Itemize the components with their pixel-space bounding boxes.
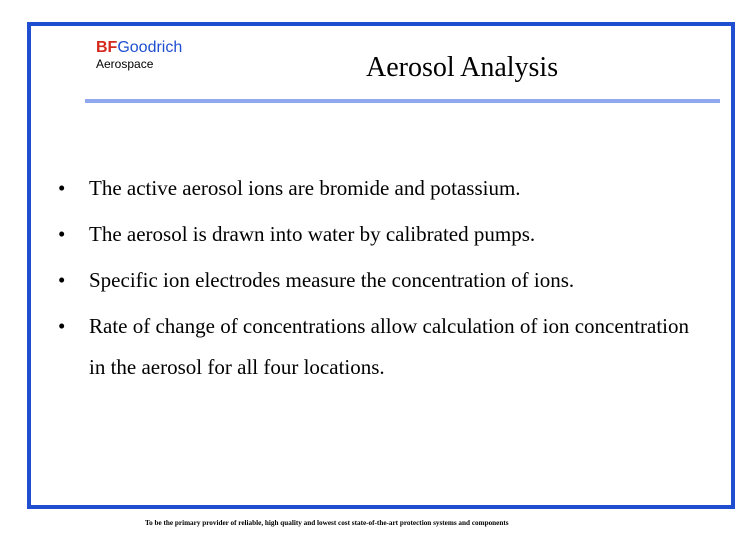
bullet-item bbox=[58, 306, 708, 388]
bullet-glyph: • bbox=[58, 314, 66, 338]
bullet-list bbox=[58, 168, 708, 393]
bullet-glyph: • bbox=[58, 176, 66, 200]
logo-wordmark bbox=[96, 40, 182, 56]
slide-title: Aerosol Analysis bbox=[366, 52, 559, 83]
bullet-text: Rate of change of concentrations allow calculation of ion concentration in the aerosol for all four locations. bbox=[89, 314, 690, 379]
logo-bf: BF bbox=[96, 39, 118, 56]
bullet-item bbox=[58, 168, 708, 209]
bullet-text: Specific ion electrodes measure the concentration of ions. bbox=[89, 268, 575, 292]
bullet-item bbox=[58, 260, 708, 301]
bullet-item bbox=[58, 214, 708, 255]
bfgoodrich-aerospace-logo bbox=[96, 40, 182, 70]
bullet-glyph: • bbox=[58, 268, 66, 292]
bullet-text: The aerosol is drawn into water by calibrated pumps. bbox=[89, 222, 536, 246]
title-underline bbox=[85, 99, 720, 103]
logo-division: Aerospace bbox=[96, 57, 154, 71]
logo-goodrich: Goodrich bbox=[117, 39, 183, 56]
bullet-glyph: • bbox=[58, 222, 66, 246]
footer-tagline: To be the primary provider of reliable, high quality and lowest cost state-of-the-art protection systems and components bbox=[145, 519, 509, 527]
bullet-text: The active aerosol ions are bromide and potassium. bbox=[89, 176, 521, 200]
